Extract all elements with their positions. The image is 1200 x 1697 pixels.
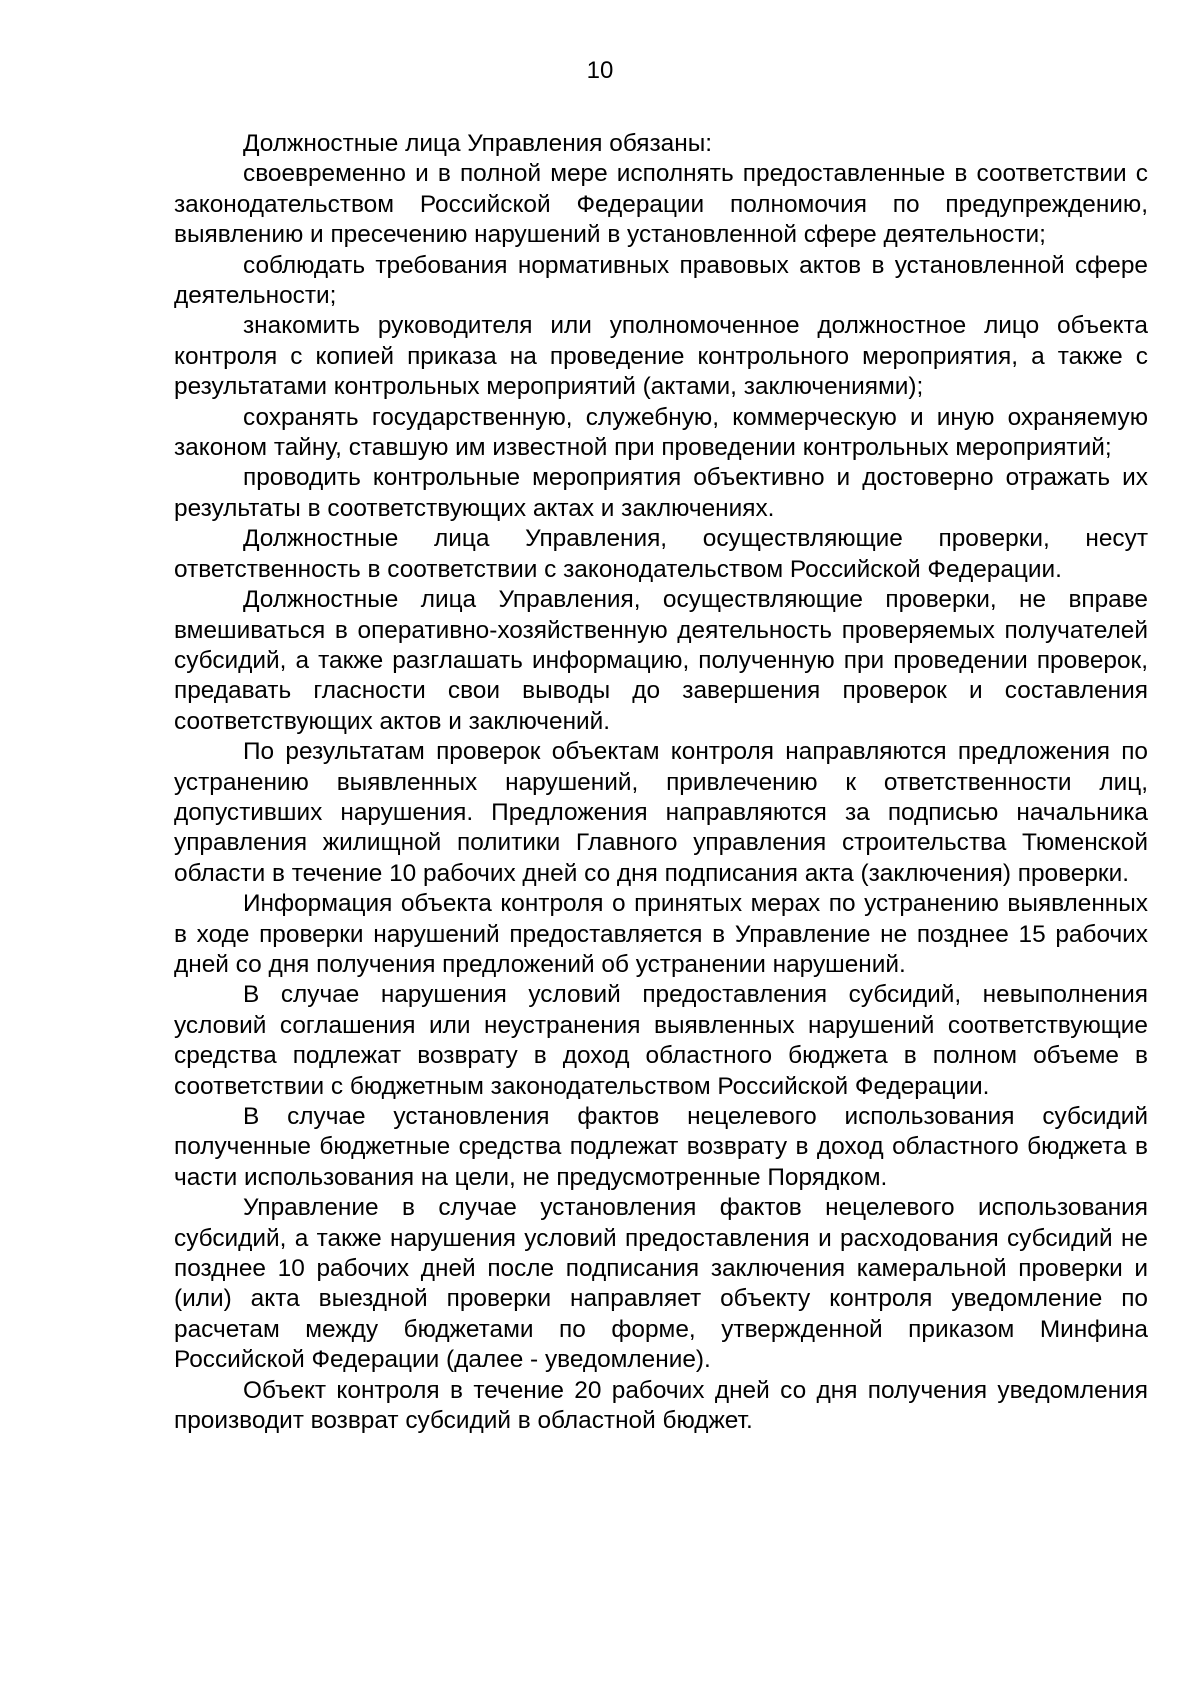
page-number: 10 bbox=[586, 57, 614, 84]
paragraph: знакомить руководителя или уполномоченное должностное лицо объекта контроля с копией приказа на проведение контрольного мероприятия, а также с результатами контрольных мероприятий (актами, заключениями); bbox=[174, 312, 1148, 401]
paragraph: сохранять государственную, служебную, коммерческую и иную охраняемую законом тайну, ставшую им известной при проведении контрольных мероприятий; bbox=[174, 403, 1148, 462]
document-body bbox=[174, 129, 1148, 1436]
paragraph: Должностные лица Управления обязаны: bbox=[243, 130, 713, 157]
paragraph: Управление в случае установления фактов нецелевого использования субсидий, а также нарушения условий предоставления и расходования субсидий не позднее 10 рабочих дней после подписания заключения камеральной проверки и (или) акта выездной проверки направляет объекту контроля уведомление по расчетам между бюджетами по форме, утвержденной приказом Минфина Российской Федерации (далее - уведомление). bbox=[174, 1194, 1148, 1374]
paragraph: соблюдать требования нормативных правовых актов в установленной сфере деятельности; bbox=[174, 251, 1148, 310]
paragraph: По результатам проверок объектам контроля направляются предложения по устранению выявленных нарушений, привлечению к ответственности лиц, допустивших нарушения. Предложения направляются за подписью начальника управления жилищной политики Главного управления строительства Тюменской области в течение 10 рабочих дней со дня подписания акта (заключения) проверки. bbox=[174, 738, 1148, 887]
paragraph: Должностные лица Управления, осуществляющие проверки, не вправе вмешиваться в оперативно-хозяйственную деятельность проверяемых получателей субсидий, а также разглашать информацию, полученную при проведении проверок, предавать гласности свои выводы до завершения проверок и составления соответствующих актов и заключений. bbox=[174, 586, 1148, 735]
paragraph: Информация объекта контроля о принятых мерах по устранению выявленных в ходе проверки нарушений предоставляется в Управление не позднее 15 рабочих дней со дня получения предложений об устранении нарушений. bbox=[174, 890, 1148, 978]
paragraph: Объект контроля в течение 20 рабочих дней со дня получения уведомления производит возврат субсидий в областной бюджет. bbox=[174, 1376, 1148, 1435]
paragraph: своевременно и в полной мере исполнять предоставленные в соответствии с законодательством Российской Федерации полномочия по предупреждению, выявлению и пресечению нарушений в установленной сфере деятельности; bbox=[174, 160, 1148, 249]
paragraph: проводить контрольные мероприятия объективно и достоверно отражать их результаты в соответствующих актах и заключениях. bbox=[174, 464, 1148, 522]
paragraph: В случае нарушения условий предоставления субсидий, невыполнения условий соглашения или неустранения выявленных нарушений соответствующие средства подлежат возврату в доход областного бюджета в полном объеме в соответствии с бюджетным законодательством Российской Федерации. bbox=[174, 981, 1148, 1100]
paragraph: В случае установления фактов нецелевого использования субсидий полученные бюджетные средства подлежат возврату в доход областного бюджета в части использования на цели, не предусмотренные Порядком. bbox=[174, 1103, 1148, 1191]
paragraph: Должностные лица Управления, осуществляющие проверки, несут ответственность в соответствии с законодательством Российской Федерации. bbox=[174, 525, 1148, 583]
